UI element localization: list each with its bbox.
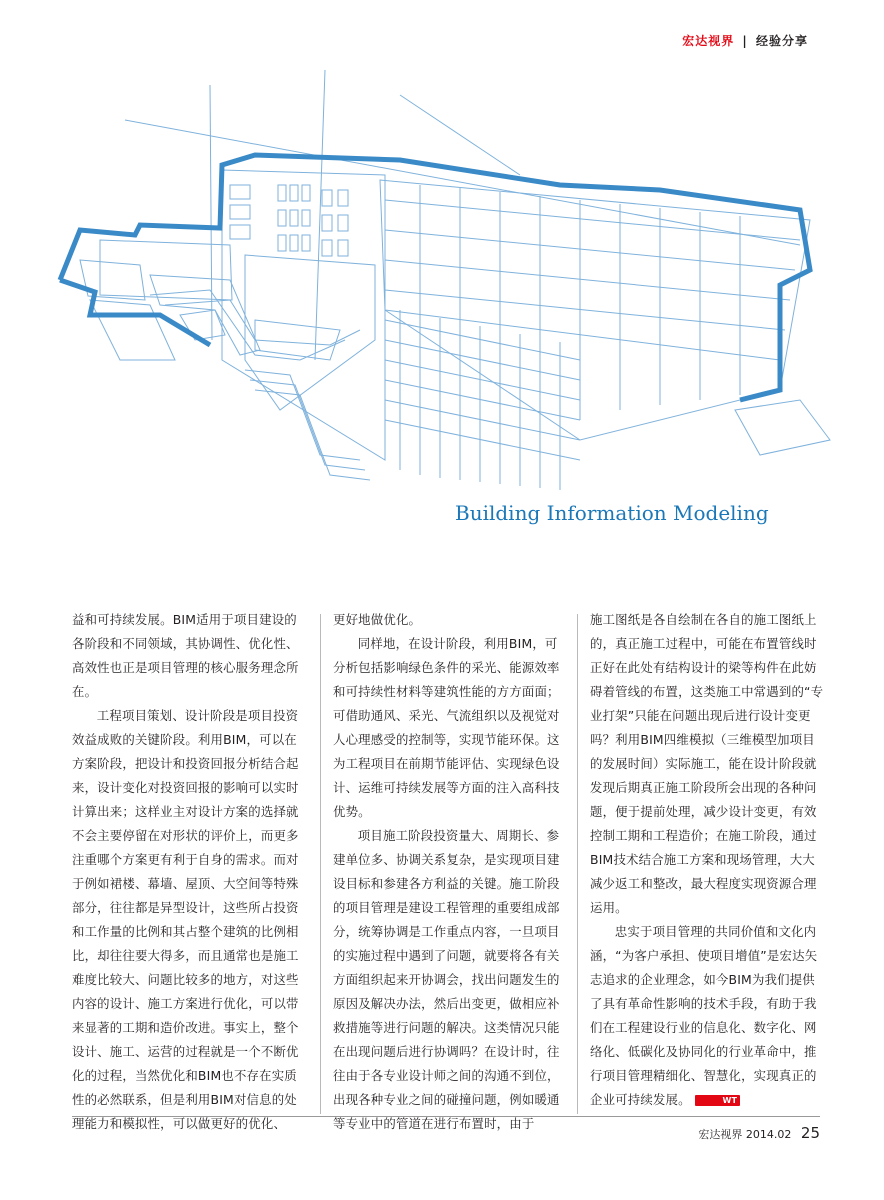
west-facade xyxy=(222,170,385,460)
paragraph: 工程项目策划、设计阶段是项目投资效益成败的关键阶段。利用BIM，可以在方案阶段，把设计和投资回报分析结合起来，设计变化对投资回报的影响可以实时计算出来；这样业主对设计方案的选择就不会主要停留在对形状的评价上，而更多注重哪个方案更有利于自身的需求。而对于例如裙楼、幕墙、屋顶、大空间等特殊部分，往往都是异型设计，这些所占投资和工作量的比例和其占整个建筑的比例相比，却往往要大得多，而且通常也是施工难度比较大、问题比较多的地方，对这些内容的设计、施工方案进行优化，可以带来显著的工期和造价改进。事实上，整个设计、施工、运营的过程就是一个不断优化的过程，当然优化和BIM也不存在实质性的必然联系，但是利用BIM对信息的处理能力和模拟性，可以做更好的优化、 xyxy=(72,708,299,1131)
article-column-2 xyxy=(333,608,567,1131)
column-divider xyxy=(320,614,321,1114)
ground-path xyxy=(180,310,225,340)
paragraph-last xyxy=(590,920,824,1112)
ground-path xyxy=(90,300,175,360)
paragraph: 更好地做优化。 xyxy=(333,612,422,627)
article-column-3 xyxy=(590,608,824,1120)
paragraph: 项目施工阶段投资量大、周期长、参建单位多、协调关系复杂，是实现项目建设目标和参建各方利益的关键。施工阶段的项目管理是建设工程管理的重要组成部分，统筹协调是工作重点内容，一旦项目的实施过程中遇到了问题，就要将各有关方面组织起来开协调会，找出问题发生的原因及解决办法，然后出变更，做相应补救措施等进行问题的解决。这类情况只能在出现问题后进行协调吗？在设计时，往往由于各专业设计师之间的沟通不到位，出现各种专业之间的碰撞问题，例如暖通等专业中的管道在进行布置时，由于 xyxy=(333,828,560,1131)
header-brand: 宏达视界 xyxy=(682,34,735,48)
paragraph: 益和可持续发展。BIM适用于项目建设的各阶段和不同领域，其协调性、优化性、高效性也正是项目管理的核心服务理念所在。 xyxy=(72,612,299,699)
paragraph: 施工图纸是各自绘制在各自的施工图纸上的，真正施工过程中，可能在布置管线时正好在此处有结构设计的梁等构件在此妨碍着管线的布置，这类施工中常遇到的“专业打架”只能在问题出现后进行设计变更吗？利用BIM四维模拟（三维模型加项目的发展时间）实际施工，能在设计阶段就发现后期真正施工阶段所会出现的各种问题，便于提前处理，减少设计变更，有效控制工期和工程造价；在施工阶段，通过BIM技术结合施工方案和现场管理，大大减少返工和整改，最大程度实现资源合理运用。 xyxy=(590,612,824,915)
column-divider xyxy=(577,614,578,1114)
building-wireframe-illustration xyxy=(0,60,884,500)
podium-canopy xyxy=(255,320,340,360)
bim-title: Building Information Modeling xyxy=(455,501,769,525)
footer-issue: 2014.02 xyxy=(745,1128,792,1141)
footer-rule xyxy=(72,1116,820,1117)
article-body xyxy=(72,608,832,1131)
footer-magazine: 宏达视界 xyxy=(698,1128,743,1141)
left-small-block xyxy=(80,260,145,300)
construction-line xyxy=(125,120,800,245)
left-wing-block xyxy=(100,240,232,300)
stairs xyxy=(245,370,360,460)
header-separator: | xyxy=(742,34,748,48)
header-section: 经验分享 xyxy=(755,34,808,48)
paragraph-text: 忠实于项目管理的共同价值和文化内涵，“为客户承担、使项目增值”是宏达矢志追求的企业理念，如今BIM为我们提供了具有革命性影响的技术手段，有助于我们在工程建设行业的信息化、数字化、网络化、低碳化及协同化的行业革命中，推行项目管理精细化、智慧化，实现真正的企业可持续发展。 xyxy=(590,924,818,1107)
article-column-1 xyxy=(72,608,306,1131)
page-header xyxy=(682,32,808,49)
building-outline xyxy=(60,155,810,400)
stairs xyxy=(250,380,365,470)
building-outline xyxy=(60,280,210,345)
page-footer xyxy=(698,1124,820,1142)
end-mark-badge: WT xyxy=(695,1095,740,1106)
annex-block xyxy=(735,400,830,455)
page-number: 25 xyxy=(800,1124,820,1142)
paragraph: 同样地，在设计阶段，利用BIM，可分析包括影响绿色条件的采光、能源效率和可持续性材料等建筑性能的方方面面；可借助通风、采光、气流组织以及视觉对人心理感受的控制等，实现节能环保。这为工程项目在前期节能评估、实现绿色设计、运维可持续发展等方面的注入高科技优势。 xyxy=(333,636,560,819)
